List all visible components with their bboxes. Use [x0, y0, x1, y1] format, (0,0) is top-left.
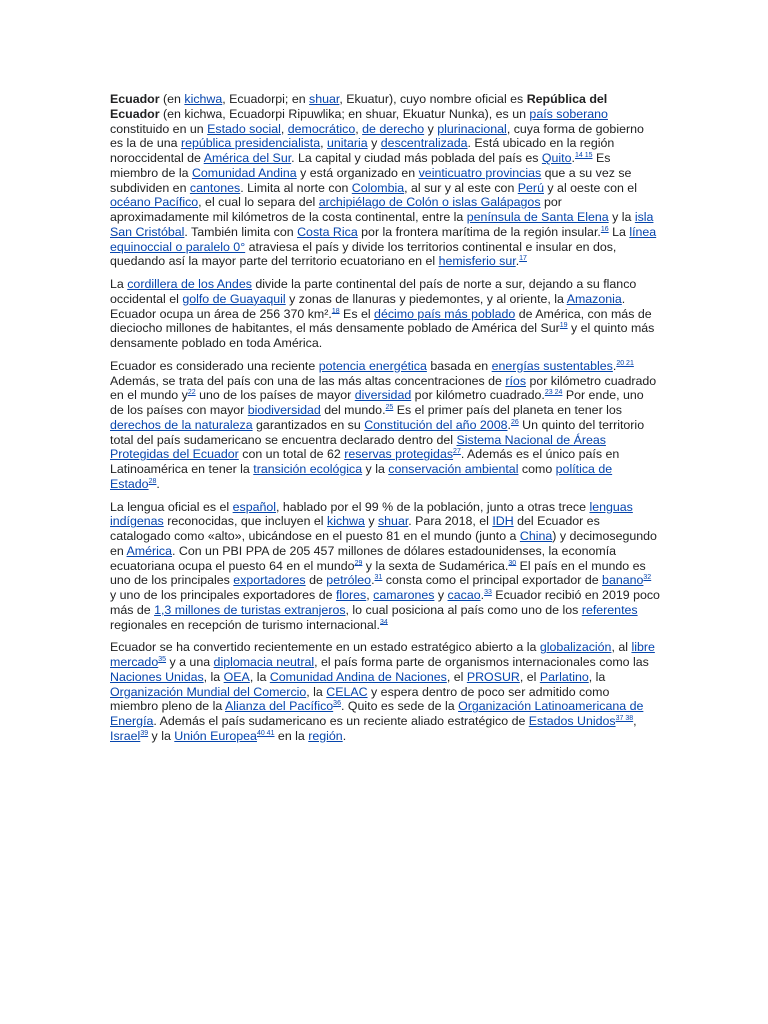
citation-superscript [601, 226, 609, 233]
text-run: constituido en un [110, 121, 208, 136]
text-run: y al oeste con el [543, 180, 637, 195]
wiki-link[interactable]: diversidad [354, 388, 412, 403]
wiki-link[interactable]: referentes [581, 602, 638, 617]
text-run: , Ekuatur), cuyo nombre oficial es [339, 92, 527, 106]
citation-superscript [484, 589, 492, 596]
wiki-link[interactable]: Organización Latinoamericana de Energía [110, 699, 644, 728]
reference-link[interactable]: 25 [385, 403, 394, 411]
wiki-link[interactable]: diplomacia neutral [213, 655, 315, 669]
text-run: con un total de 62 [238, 447, 345, 462]
text-run: regionales en recepción de turismo internacional. [110, 617, 380, 632]
text-run: y la sexta de Sudamérica. [362, 558, 509, 573]
text-run: . La capital y ciudad más poblada del país es [291, 151, 542, 165]
citation-superscript [511, 419, 519, 426]
text-run: , [366, 588, 374, 602]
text-run: Ecuador es considerado una reciente [110, 358, 319, 373]
article-paragraph [110, 500, 660, 633]
wiki-link[interactable]: OEA [223, 669, 250, 684]
wiki-link[interactable]: océano Pacífico [110, 195, 199, 210]
wiki-link[interactable]: línea equinoccial o paralelo 0° [110, 224, 657, 254]
text-run: . [156, 476, 160, 491]
wiki-link[interactable]: español [232, 499, 277, 514]
wiki-link[interactable]: kichwa [327, 514, 365, 529]
text-run: atraviesa el país y divide los territorios continental e insular en dos, quedando así la mayor parte del territorio ecuatoriano en el [110, 239, 617, 269]
text-run: del Ecuador es catalogado como «alto», ubicándose en el puesto 81 en el mundo (junto a [110, 514, 600, 543]
wiki-link[interactable]: derechos de la naturaleza [110, 417, 253, 432]
text-run: , cuya forma de gobierno es la de una [110, 121, 644, 151]
reference-link[interactable]: 33 [484, 588, 492, 596]
wiki-link[interactable]: conservación ambiental [388, 462, 519, 476]
text-run: , la [249, 669, 270, 684]
text-run: , al sur y al este con [404, 180, 518, 195]
wiki-link[interactable]: lenguas indígenas [110, 499, 633, 529]
reference-link[interactable]: 17 [519, 255, 527, 263]
text-run: , Ecuadorpi; en [222, 92, 310, 106]
text-run: . Limita al norte con [240, 180, 352, 195]
citation-superscript [560, 322, 568, 329]
reference-link[interactable]: 16 [600, 225, 609, 233]
citation-superscript [453, 448, 461, 455]
wiki-link[interactable]: Unión Europea [174, 728, 257, 743]
wiki-link[interactable]: Colombia [351, 180, 405, 195]
wiki-link[interactable]: Costa Rica [297, 224, 358, 239]
text-run: , el país forma parte de organismos internacionales como las [314, 655, 649, 669]
bold-term: Ecuador [110, 92, 160, 106]
text-run: . [342, 728, 347, 743]
text-run: Es miembro de la [110, 151, 611, 180]
citation-superscript [257, 730, 275, 737]
wiki-link[interactable]: transición ecológica [253, 462, 363, 476]
wiki-link[interactable]: Alianza del Pacífico [225, 699, 334, 714]
wiki-link[interactable]: kichwa [184, 92, 223, 106]
wiki-link[interactable]: isla San Cristóbal [110, 210, 654, 239]
wiki-link[interactable]: IDH [492, 514, 514, 529]
text-run: . [571, 151, 575, 165]
reference-link[interactable]: 39 [140, 729, 149, 737]
text-run: y [367, 136, 381, 151]
wiki-link[interactable]: Naciones Unidas [110, 669, 204, 684]
text-run: y espera dentro de poco ser admitido como miembro pleno de la [110, 684, 610, 714]
text-run: Es el primer país del planeta en tener los [393, 403, 622, 417]
citation-superscript [158, 656, 166, 663]
text-run: . [515, 254, 520, 269]
reference-link[interactable]: 18 [331, 307, 340, 315]
reference-link[interactable]: 35 [158, 655, 167, 663]
text-run: . Está ubicado en la región noroccidental de [110, 136, 615, 165]
text-run: por kilómetro cuadrado. [411, 388, 545, 403]
text-run: , la [203, 669, 224, 684]
wiki-link[interactable]: reservas protegidas [344, 447, 454, 462]
text-run: , el [519, 669, 540, 684]
text-run: y a una [166, 655, 214, 669]
wiki-link[interactable]: región [308, 728, 343, 743]
wiki-link[interactable]: shuar [309, 92, 340, 106]
text-run: , la [306, 684, 327, 699]
text-run: , [320, 136, 327, 151]
wiki-link[interactable]: país soberano [529, 106, 608, 121]
citation-superscript [575, 152, 593, 159]
wiki-link[interactable]: golfo de Guayaquil [182, 291, 286, 306]
reference-link[interactable]: 14 15 [574, 151, 593, 159]
wiki-link[interactable]: flores [335, 588, 367, 602]
wiki-link[interactable]: Estado social [207, 121, 281, 136]
text-run: uno de los países de mayor [195, 388, 355, 403]
text-run: y está organizado en [296, 165, 419, 180]
wiki-link[interactable]: unitaria [327, 136, 368, 151]
citation-superscript [333, 700, 341, 707]
wiki-link[interactable]: exportadores [233, 573, 306, 588]
reference-link[interactable]: 30 [508, 559, 517, 567]
wiki-link[interactable]: república presidencialista [180, 136, 321, 151]
text-run: de América, con más de dieciocho millones de habitantes, el más densamente poblado de América del Sur [110, 306, 652, 336]
text-run: . Ecuador ocupa un área de 256 370 km². [110, 291, 626, 321]
reference-link[interactable]: 20 21 [616, 359, 634, 367]
wiki-link[interactable]: cacao [447, 588, 481, 602]
wiki-link[interactable]: de derecho [362, 121, 425, 136]
wiki-link[interactable]: archipiélago de Colón o islas Galápagos [318, 195, 541, 210]
text-run: . [612, 358, 617, 373]
citation-superscript [140, 730, 148, 737]
wiki-link[interactable]: Organización Mundial del Comercio [110, 684, 307, 699]
wiki-link[interactable]: ríos [505, 373, 527, 388]
text-run: , lo cual posiciona al país como uno de los [345, 602, 582, 617]
wiki-link[interactable]: 1,3 millones de turistas extranjeros [154, 602, 346, 617]
text-run: La [608, 224, 630, 239]
wiki-link[interactable]: América del Sur [203, 151, 292, 165]
citation-superscript [616, 360, 634, 367]
text-run: Es el [339, 306, 375, 321]
wiki-link[interactable]: banano [602, 573, 644, 588]
wiki-link[interactable]: Estados Unidos [528, 714, 616, 728]
text-run: La [110, 277, 128, 291]
reference-link[interactable]: 19 [559, 322, 568, 330]
reference-link[interactable]: 26 [510, 418, 519, 426]
text-run: , [355, 121, 363, 136]
reference-link[interactable]: 32 [643, 574, 652, 582]
article-paragraph [110, 92, 660, 269]
text-run: por la frontera marítima de la región insular. [357, 224, 601, 239]
reference-link[interactable]: 36 [333, 700, 341, 708]
reference-link[interactable]: 29 [354, 559, 363, 567]
text-run: El país en el mundo es uno de los principales [110, 558, 646, 588]
text-run: . Además es el único país en Latinoamérica en tener la [110, 447, 620, 476]
wiki-link[interactable]: Israel [110, 728, 141, 743]
text-run: . [507, 417, 511, 432]
text-run: como [518, 462, 556, 476]
wiki-link[interactable]: península de Santa Elena [466, 210, 609, 224]
wiki-link[interactable]: Perú [517, 180, 544, 195]
reference-link[interactable]: 34 [380, 618, 388, 626]
text-run: , el [446, 669, 467, 684]
wiki-link[interactable]: China [519, 529, 553, 543]
text-run: Ecuador recibió en 2019 poco más de [110, 588, 660, 617]
reference-link[interactable]: 31 [374, 574, 383, 582]
text-run: por kilómetro cuadrado en el mundo y [110, 373, 657, 403]
bold-term: República del Ecuador [110, 92, 608, 121]
wiki-link[interactable]: décimo país más poblado [374, 306, 516, 321]
reference-link[interactable]: 37 38 [615, 714, 634, 722]
citation-superscript [508, 559, 516, 566]
wiki-link[interactable]: veinticuatro provincias [418, 165, 542, 180]
wiki-link[interactable]: camarones [373, 588, 435, 602]
text-run: Ecuador se ha convertido recientemente en un estado estratégico abierto a la [110, 640, 540, 655]
wiki-link[interactable]: biodiversidad [247, 403, 321, 417]
text-run: consta como el principal exportador de [382, 573, 603, 588]
citation-superscript [380, 618, 388, 625]
wiki-link[interactable]: Comunidad Andina de Naciones [269, 669, 447, 684]
wiki-link[interactable]: libre mercado [110, 640, 655, 669]
wiki-link[interactable]: potencia energética [318, 358, 427, 373]
text-run: Además, se trata del país con una de las más altas concentraciones de [110, 373, 506, 388]
text-run: ) y decimosegundo en [110, 529, 657, 558]
text-run: . Quito es sede de la [340, 699, 459, 714]
citation-superscript [545, 389, 563, 396]
wiki-link[interactable]: Constitución del año 2008 [364, 417, 508, 432]
text-run: . También limita con [184, 224, 298, 239]
text-run: y la [362, 462, 389, 476]
wiki-link[interactable]: PROSUR [466, 669, 520, 684]
text-run: y la [608, 210, 635, 224]
text-run: Un quinto del territorio total del país sudamericano se encuentra declarado dentro del [110, 417, 645, 447]
text-run: por aproximadamente mil kilómetros de la costa continental, entre la [110, 195, 562, 224]
article-paragraph [110, 359, 660, 492]
reference-link[interactable]: 40 41 [256, 729, 275, 737]
text-run: , [280, 121, 288, 136]
text-run: y zonas de llanuras y piedemontes, y al oriente, la [285, 291, 567, 306]
text-run: , hablado por el 99 % de la población, junto a otras trece [276, 499, 590, 514]
citation-superscript [616, 715, 634, 722]
text-run: , [633, 714, 637, 728]
text-run: , la [588, 669, 606, 684]
wiki-link[interactable]: América [126, 543, 172, 558]
text-run: garantizados en su [252, 417, 365, 432]
wiki-link[interactable]: cordillera de los Andes [127, 277, 252, 291]
citation-superscript [188, 389, 196, 396]
text-run: y [434, 588, 448, 602]
citation-superscript [332, 307, 340, 314]
wiki-link[interactable]: descentralizada [380, 136, 468, 151]
text-run: reconocidas, que incluyen el [163, 514, 327, 529]
article-paragraph [110, 277, 660, 351]
text-run: (en [159, 92, 185, 106]
wiki-link[interactable]: cantones [189, 180, 241, 195]
wiki-link[interactable]: Sistema Nacional de Áreas Protegidas del Ecuador [110, 432, 606, 462]
text-run: basada en [426, 358, 492, 373]
text-run: . [480, 588, 485, 602]
wiki-link[interactable]: energías sustentables [491, 358, 613, 373]
text-run: , al [611, 640, 632, 655]
article-paragraph [110, 640, 660, 743]
text-run: y uno de los principales exportadores de [110, 588, 336, 602]
text-run: y el quinto más densamente poblado en toda América. [110, 321, 655, 350]
wiki-link[interactable]: democrático [287, 121, 356, 136]
text-run: . [371, 573, 375, 588]
wiki-link[interactable]: Parlatino [539, 669, 589, 684]
text-run: (en kichwa, Ecuadorpi Ripuwlika; en shuar, Ekuatur Nunka), es un [159, 106, 530, 121]
wiki-link[interactable]: Comunidad Andina [191, 165, 297, 180]
wiki-link[interactable]: plurinacional [437, 121, 507, 136]
wiki-link[interactable]: Quito [541, 151, 572, 165]
text-run: que a su vez se subdividen en [110, 165, 632, 195]
text-run: del mundo. [320, 403, 386, 417]
reference-link[interactable]: 23 24 [544, 389, 563, 397]
wiki-link[interactable]: shuar [377, 514, 409, 529]
text-run: Por ende, uno de los países con mayor [110, 388, 644, 417]
wiki-link[interactable]: CELAC [326, 684, 368, 699]
text-run: y [424, 121, 438, 136]
reference-link[interactable]: 27 [453, 448, 461, 456]
text-run: y [364, 514, 378, 529]
wiki-link[interactable]: petróleo [326, 573, 372, 588]
wiki-link[interactable]: Amazonia [566, 291, 622, 306]
text-run: y la [148, 728, 175, 743]
reference-link[interactable]: 28 [148, 477, 157, 485]
citation-superscript [643, 574, 651, 581]
text-run: , el cual lo separa del [198, 195, 319, 210]
wiki-link[interactable]: globalización [539, 640, 612, 655]
article-body [110, 92, 660, 752]
citation-superscript [519, 255, 527, 262]
wiki-link[interactable]: política de Estado [110, 462, 613, 491]
text-run: . Además el país sudamericano es un reciente aliado estratégico de [153, 714, 529, 728]
text-run: en la [274, 728, 309, 743]
text-run: de [305, 573, 327, 588]
text-run: . Para 2018, el [408, 514, 493, 529]
text-run: La lengua oficial es el [110, 499, 233, 514]
wiki-link[interactable]: hemisferio sur [438, 254, 516, 269]
reference-link[interactable]: 22 [187, 389, 196, 397]
text-run: divide la parte continental del país de norte a sur, dejando a su flanco occidental el [110, 277, 637, 306]
text-run: . Con un PBI PPA de 205 457 millones de dólares estadounidenses, la economía ecuatoriana ocupa el puesto 64 en el mundo [110, 543, 617, 573]
